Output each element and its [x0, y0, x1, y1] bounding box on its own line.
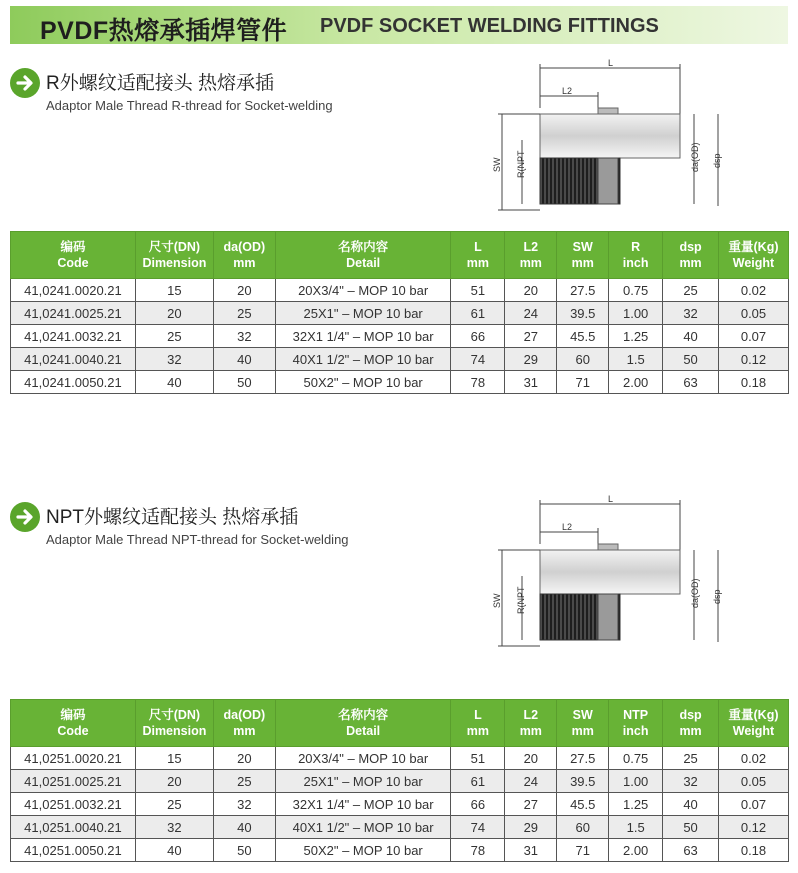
- label-L2: L2: [562, 522, 573, 532]
- table-cell: 40: [213, 816, 275, 839]
- column-header-sub: mm: [466, 256, 490, 270]
- table-row: [11, 816, 789, 839]
- table-row: [11, 325, 789, 348]
- section-1-header: [10, 66, 430, 116]
- table-cell: 41,0241.0025.21: [11, 302, 136, 325]
- table-cell: 1.5: [609, 816, 663, 839]
- column-header: [557, 232, 609, 279]
- spec-table-2: [10, 699, 789, 862]
- column-header: [451, 700, 505, 747]
- table-row: [11, 302, 789, 325]
- column-header-main: L2: [523, 708, 539, 722]
- table-cell: 40: [663, 325, 719, 348]
- label-dsp: dsp: [712, 589, 722, 604]
- table-cell: 50: [213, 371, 275, 394]
- table-cell: 41,0251.0025.21: [11, 770, 136, 793]
- table-row: [11, 371, 789, 394]
- column-header-main: dsp: [679, 708, 702, 722]
- table-cell: 51: [451, 279, 505, 302]
- table-cell: 27: [505, 325, 557, 348]
- table-cell: 1.5: [609, 348, 663, 371]
- section-1-subtitle: Adaptor Male Thread R-thread for Socket-welding: [46, 98, 333, 113]
- table-cell: 1.00: [609, 770, 663, 793]
- table-cell: 29: [505, 816, 557, 839]
- column-header-main: L: [474, 708, 482, 722]
- table-cell: 50: [663, 348, 719, 371]
- table-cell: 25: [135, 793, 213, 816]
- table-cell: 60: [557, 348, 609, 371]
- column-header: [663, 700, 719, 747]
- column-header-sub: mm: [571, 256, 594, 270]
- banner-title-en: PVDF SOCKET WELDING FITTINGS: [320, 15, 659, 37]
- table-row: [11, 279, 789, 302]
- table-cell: 29: [505, 348, 557, 371]
- table-cell: 40: [663, 793, 719, 816]
- column-header-sub: Detail: [346, 724, 381, 738]
- table-cell: 20: [505, 747, 557, 770]
- table-cell: 60: [557, 816, 609, 839]
- table-cell: 45.5: [557, 325, 609, 348]
- column-header-main: R: [631, 240, 641, 254]
- column-header: [135, 232, 213, 279]
- table-cell: 50X2" – MOP 10 bar: [275, 371, 451, 394]
- column-header: [11, 232, 136, 279]
- table-cell: 41,0251.0032.21: [11, 793, 136, 816]
- table-cell: 20: [135, 302, 213, 325]
- column-header-main: 编码: [60, 708, 86, 722]
- table-cell: 61: [451, 770, 505, 793]
- table-cell: 20: [213, 747, 275, 770]
- table-cell: 20: [505, 279, 557, 302]
- table-cell: 25X1" – MOP 10 bar: [275, 302, 451, 325]
- column-header-sub: mm: [679, 724, 702, 738]
- column-header-main: 重量(Kg): [728, 240, 779, 254]
- table-cell: 41,0241.0032.21: [11, 325, 136, 348]
- column-header: [609, 700, 663, 747]
- table-cell: 0.75: [609, 747, 663, 770]
- column-header-sub: mm: [519, 256, 542, 270]
- table-cell: 40: [135, 839, 213, 862]
- table-cell: 32X1 1/4" – MOP 10 bar: [275, 325, 451, 348]
- table-cell: 20: [213, 279, 275, 302]
- column-header-sub: Code: [57, 724, 89, 738]
- table-cell: 74: [451, 348, 505, 371]
- column-header: [275, 232, 451, 279]
- column-header-main: SW: [572, 240, 593, 254]
- arrow-right-icon: [10, 502, 40, 532]
- table-cell: 1.00: [609, 302, 663, 325]
- section-1-title: R外螺纹适配接头 热熔承插: [46, 73, 275, 94]
- column-header-sub: Weight: [732, 724, 775, 738]
- column-header-main: NTP: [623, 708, 649, 722]
- table-cell: 40X1 1/2" – MOP 10 bar: [275, 348, 451, 371]
- table-cell: 74: [451, 816, 505, 839]
- column-header-sub: Detail: [346, 256, 381, 270]
- table-cell: 32X1 1/4" – MOP 10 bar: [275, 793, 451, 816]
- table-cell: 0.05: [719, 770, 789, 793]
- table-cell: 1.25: [609, 325, 663, 348]
- table-cell: 0.02: [719, 279, 789, 302]
- table-cell: 15: [135, 279, 213, 302]
- section-2-drawing: [488, 494, 728, 654]
- column-header-sub: inch: [622, 256, 649, 270]
- table-cell: 25X1" – MOP 10 bar: [275, 770, 451, 793]
- column-header: [663, 232, 719, 279]
- table-cell: 0.12: [719, 816, 789, 839]
- column-header-main: SW: [572, 708, 593, 722]
- table-cell: 41,0251.0020.21: [11, 747, 136, 770]
- table-cell: 0.12: [719, 348, 789, 371]
- column-header-main: L: [474, 240, 482, 254]
- table-cell: 2.00: [609, 839, 663, 862]
- column-header: [451, 232, 505, 279]
- table-row: [11, 770, 789, 793]
- table-cell: 20: [135, 770, 213, 793]
- table-cell: 40: [213, 348, 275, 371]
- column-header-sub: mm: [466, 724, 490, 738]
- table-cell: 40X1 1/2" – MOP 10 bar: [275, 816, 451, 839]
- table-cell: 27: [505, 793, 557, 816]
- table-cell: 71: [557, 371, 609, 394]
- column-header-sub: mm: [679, 256, 702, 270]
- table-row: [11, 348, 789, 371]
- label-R: R(NPT: [516, 150, 526, 178]
- table-cell: 15: [135, 747, 213, 770]
- label-SW: SW: [492, 593, 502, 608]
- table-cell: 25: [663, 279, 719, 302]
- column-header: [557, 700, 609, 747]
- table-cell: 31: [505, 371, 557, 394]
- table-cell: 24: [505, 770, 557, 793]
- table-cell: 39.5: [557, 302, 609, 325]
- table-cell: 0.05: [719, 302, 789, 325]
- column-header: [505, 232, 557, 279]
- column-header: [719, 232, 789, 279]
- table-cell: 32: [213, 325, 275, 348]
- column-header: [213, 700, 275, 747]
- column-header-main: 名称内容: [338, 708, 389, 722]
- table-cell: 45.5: [557, 793, 609, 816]
- section-2-header: [10, 500, 430, 550]
- column-header-main: 编码: [60, 240, 86, 254]
- label-dsp: dsp: [712, 153, 722, 168]
- table-cell: 41,0251.0050.21: [11, 839, 136, 862]
- column-header-main: 尺寸(DN): [148, 708, 201, 722]
- label-L2: L2: [562, 86, 573, 96]
- table-cell: 0.07: [719, 793, 789, 816]
- column-header-sub: mm: [571, 724, 594, 738]
- table-cell: 66: [451, 325, 505, 348]
- table-cell: 0.18: [719, 839, 789, 862]
- column-header: [609, 232, 663, 279]
- table-cell: 25: [135, 325, 213, 348]
- table-header-row: [11, 232, 789, 279]
- column-header-sub: mm: [233, 256, 256, 270]
- table-header-row: [11, 700, 789, 747]
- table-cell: 78: [451, 839, 505, 862]
- table-cell: 20X3/4" – MOP 10 bar: [275, 747, 451, 770]
- table-cell: 63: [663, 371, 719, 394]
- table-cell: 20X3/4" – MOP 10 bar: [275, 279, 451, 302]
- table-cell: 1.25: [609, 793, 663, 816]
- label-SW: SW: [492, 157, 502, 172]
- table-cell: 61: [451, 302, 505, 325]
- column-header-main: L2: [523, 240, 539, 254]
- column-header: [275, 700, 451, 747]
- column-header-main: 尺寸(DN): [148, 240, 201, 254]
- table-cell: 0.75: [609, 279, 663, 302]
- title-banner: [10, 6, 788, 44]
- label-R: R(NPT: [516, 586, 526, 614]
- column-header-sub: Weight: [732, 256, 775, 270]
- table-cell: 0.07: [719, 325, 789, 348]
- table-cell: 50X2" – MOP 10 bar: [275, 839, 451, 862]
- column-header-sub: mm: [519, 724, 542, 738]
- table-cell: 78: [451, 371, 505, 394]
- column-header: [135, 700, 213, 747]
- table-cell: 25: [663, 747, 719, 770]
- table-cell: 0.02: [719, 747, 789, 770]
- column-header-sub: Dimension: [142, 256, 207, 270]
- column-header-sub: Dimension: [142, 724, 207, 738]
- column-header-sub: inch: [622, 724, 649, 738]
- column-header: [505, 700, 557, 747]
- table-cell: 25: [213, 770, 275, 793]
- column-header-sub: mm: [233, 724, 256, 738]
- column-header-main: 重量(Kg): [728, 708, 779, 722]
- label-da: da(OD): [690, 578, 700, 608]
- column-header-main: da(OD): [223, 240, 266, 254]
- table-cell: 32: [663, 770, 719, 793]
- table-row: [11, 747, 789, 770]
- table-cell: 71: [557, 839, 609, 862]
- table-cell: 40: [135, 371, 213, 394]
- column-header-main: da(OD): [223, 708, 266, 722]
- column-header: [719, 700, 789, 747]
- column-header-main: dsp: [679, 240, 702, 254]
- table-cell: 41,0241.0040.21: [11, 348, 136, 371]
- table-cell: 27.5: [557, 279, 609, 302]
- table-cell: 32: [135, 816, 213, 839]
- table-cell: 50: [663, 816, 719, 839]
- column-header: [213, 232, 275, 279]
- column-header-sub: Code: [57, 256, 89, 270]
- table-cell: 0.18: [719, 371, 789, 394]
- table-cell: 31: [505, 839, 557, 862]
- arrow-right-icon: [10, 68, 40, 98]
- table-cell: 41,0241.0050.21: [11, 371, 136, 394]
- table-cell: 32: [213, 793, 275, 816]
- label-da: da(OD): [690, 142, 700, 172]
- section-1-drawing: [488, 58, 728, 218]
- table-row: [11, 839, 789, 862]
- table-cell: 41,0251.0040.21: [11, 816, 136, 839]
- table-cell: 25: [213, 302, 275, 325]
- table-cell: 51: [451, 747, 505, 770]
- table-cell: 50: [213, 839, 275, 862]
- banner-title-cn: PVDF热熔承插焊管件: [40, 17, 288, 45]
- table-cell: 66: [451, 793, 505, 816]
- table-cell: 2.00: [609, 371, 663, 394]
- table-cell: 41,0241.0020.21: [11, 279, 136, 302]
- table-row: [11, 793, 789, 816]
- section-2-subtitle: Adaptor Male Thread NPT-thread for Socket-welding: [46, 532, 349, 547]
- column-header-main: 名称内容: [338, 240, 389, 254]
- table-cell: 27.5: [557, 747, 609, 770]
- label-L: L: [608, 58, 614, 68]
- table-cell: 32: [663, 302, 719, 325]
- label-L: L: [608, 494, 614, 504]
- table-cell: 32: [135, 348, 213, 371]
- column-header: [11, 700, 136, 747]
- table-cell: 24: [505, 302, 557, 325]
- section-2-title: NPT外螺纹适配接头 热熔承插: [46, 507, 299, 528]
- table-cell: 63: [663, 839, 719, 862]
- spec-table-1: [10, 231, 789, 394]
- table-cell: 39.5: [557, 770, 609, 793]
